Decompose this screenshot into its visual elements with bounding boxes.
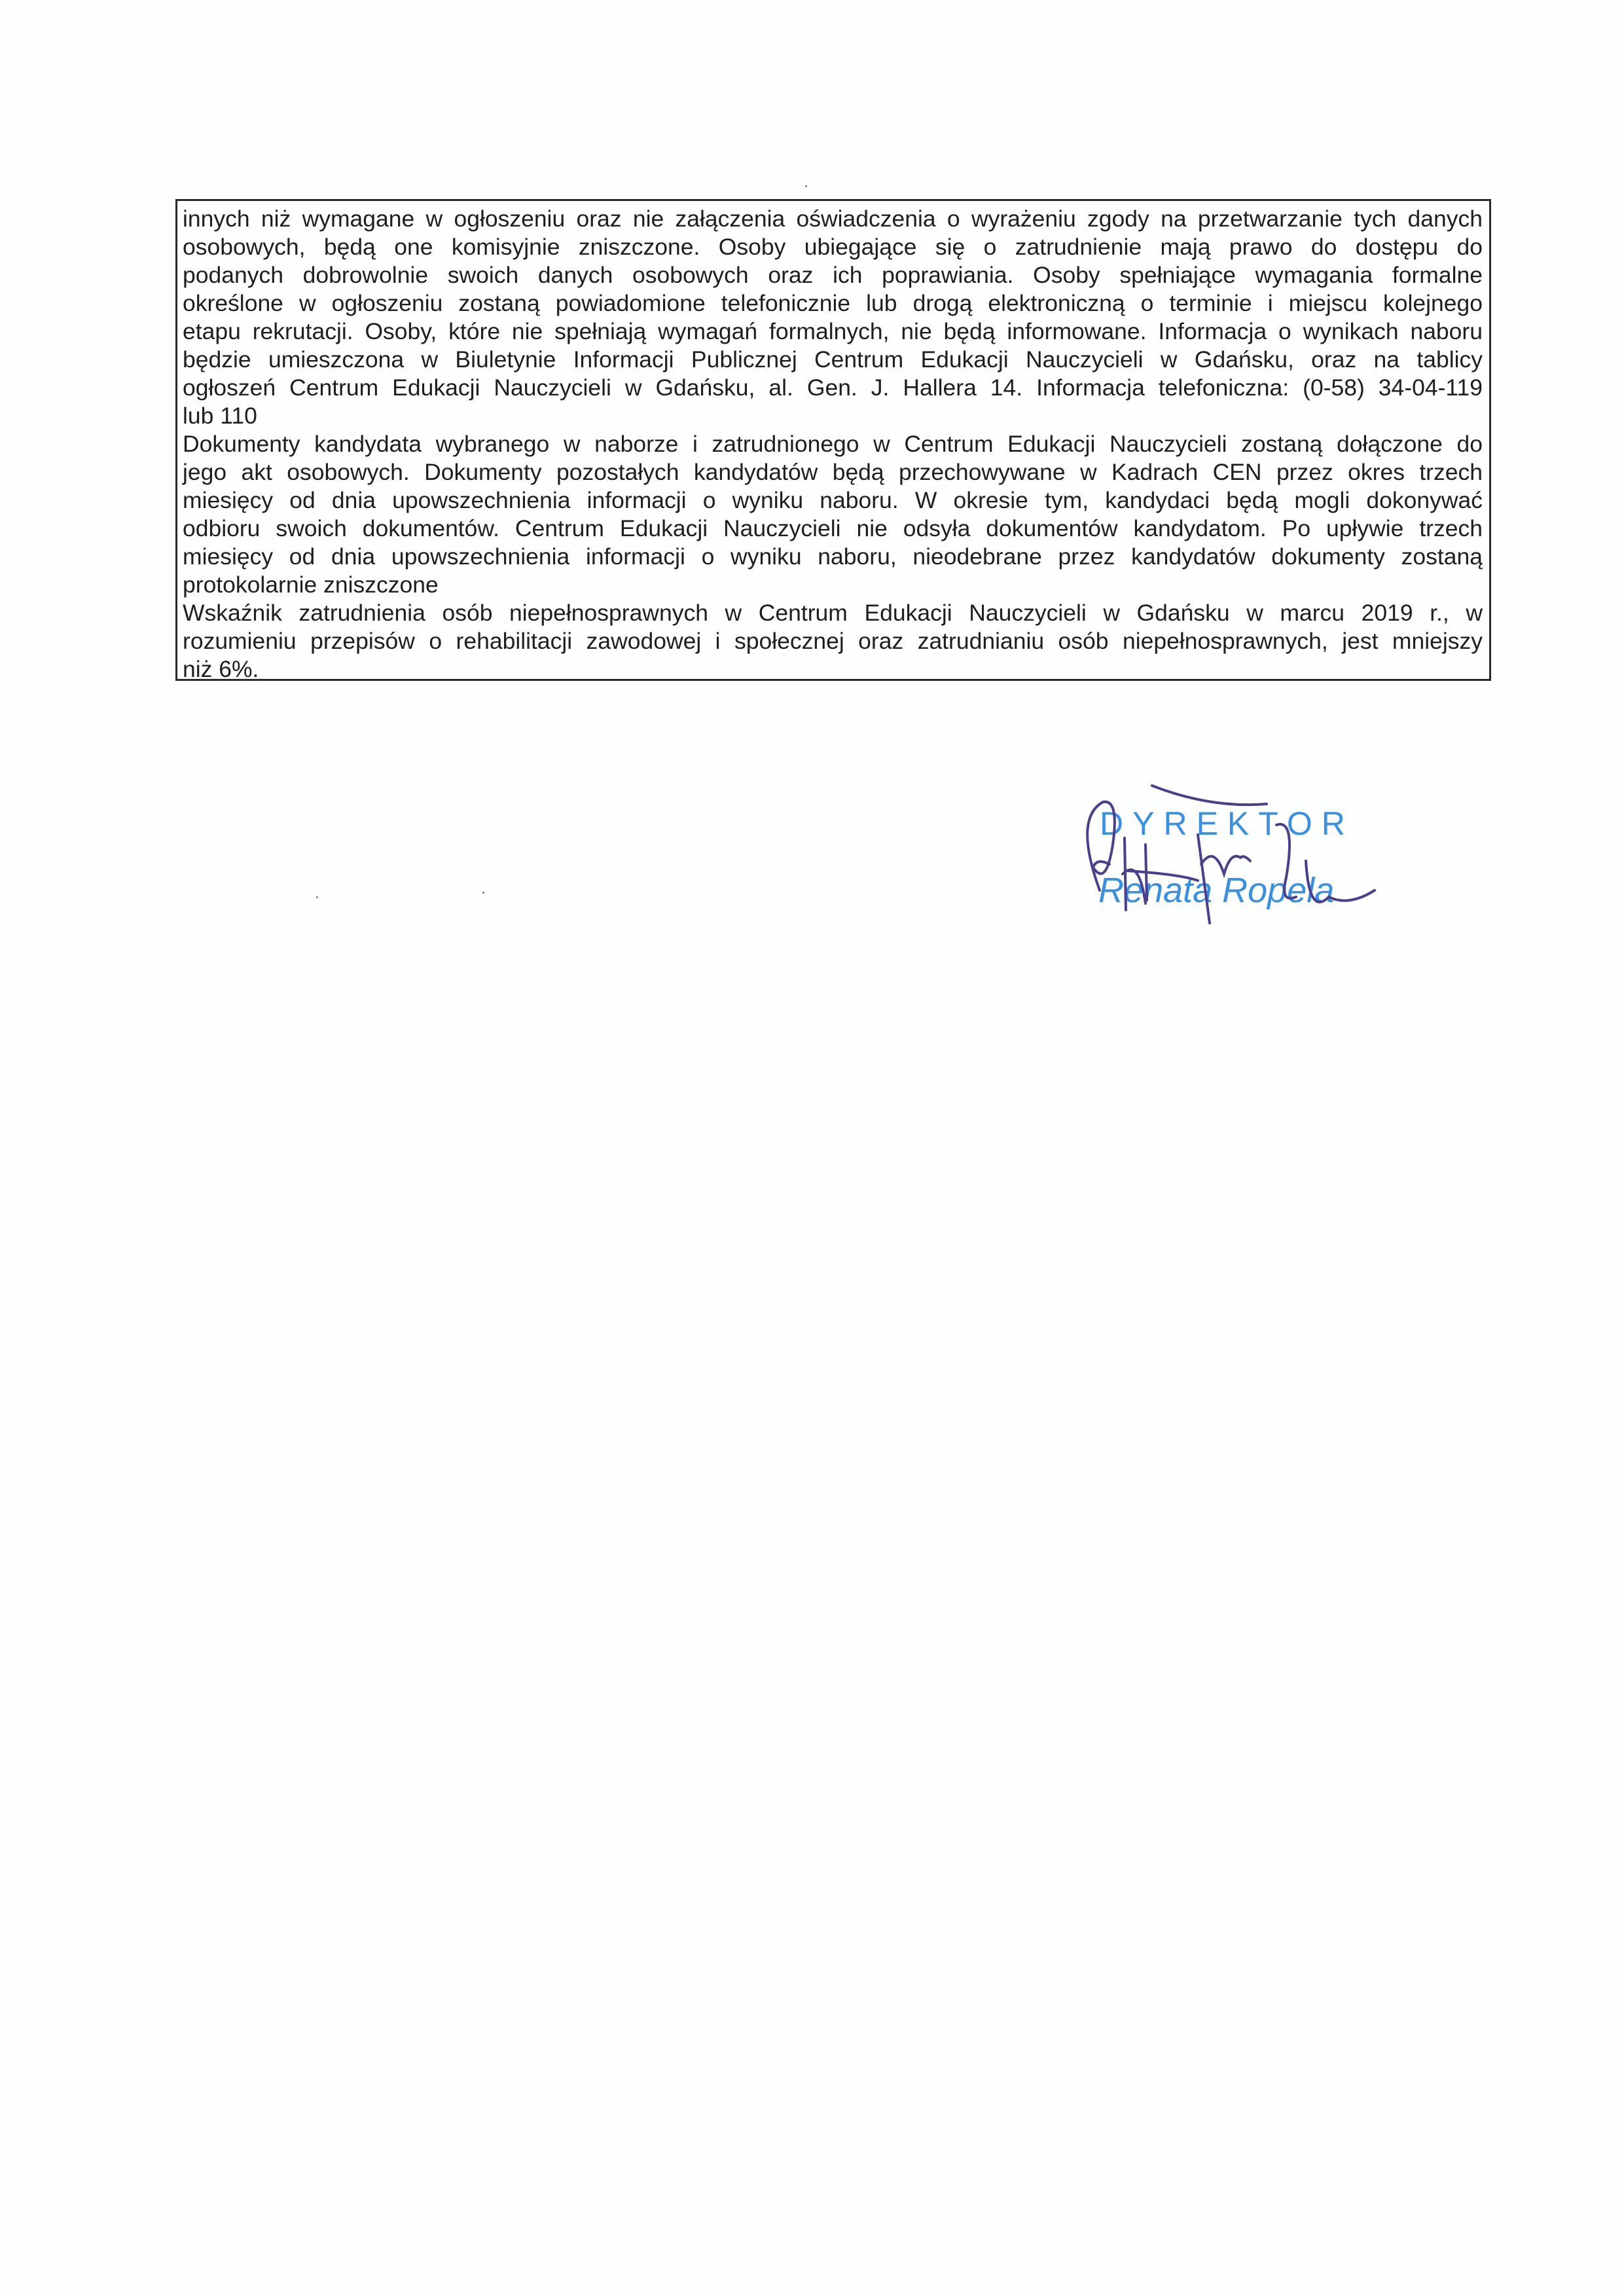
scan-speck bbox=[316, 896, 318, 898]
text-line: miesięcy od dnia upowszechnienia informacji o wyniku naboru, nieodebrane przez kandydatów dokumenty zostaną bbox=[183, 543, 1483, 570]
text-line: miesięcy od dnia upowszechnienia informacji o wyniku naboru. W okresie tym, kandydaci będą mogli dokonywać bbox=[183, 487, 1483, 513]
text-line: protokolarnie zniszczone bbox=[183, 572, 439, 598]
text-line: jego akt osobowych. Dokumenty pozostałych kandydatów będą przechowywane w Kadrach CEN przez okres trzech bbox=[183, 459, 1483, 485]
text-line: podanych dobrowolnie swoich danych osobowych oraz ich poprawiania. Osoby spełniające wymagania formalne bbox=[183, 262, 1483, 288]
paragraph-documents bbox=[183, 430, 1483, 599]
scan-speck bbox=[805, 185, 807, 187]
text-line: odbioru swoich dokumentów. Centrum Edukacji Nauczycieli nie odsyła dokumentów kandydatom. Po upływie trzech bbox=[183, 515, 1483, 541]
text-line: ogłoszeń Centrum Edukacji Nauczycieli w Gdańsku, al. Gen. J. Hallera 14. Informacja telefoniczna: (0-58) 34-04-119 bbox=[183, 374, 1483, 401]
text-line: określone w ogłoszeniu zostaną powiadomione telefonicznie lub drogą elektroniczną o terminie i miejscu kolejnego bbox=[183, 290, 1483, 316]
text-line: innych niż wymagane w ogłoszeniu oraz nie załączenia oświadczenia o wyrażeniu zgody na przetwarzanie tych danych bbox=[183, 206, 1483, 232]
text-line: lub 110 bbox=[183, 403, 257, 429]
text-line: etapu rekrutacji. Osoby, które nie spełniają wymagań formalnych, nie będą informowane. Informacja o wynikach naboru bbox=[183, 318, 1483, 344]
text-line: Dokumenty kandydata wybranego w naborze i zatrudnionego w Centrum Edukacji Nauczycieli zostaną dołączone do bbox=[183, 431, 1483, 457]
stamp-name: Renata Ropela bbox=[1098, 871, 1335, 910]
scan-speck bbox=[482, 892, 484, 894]
text-line: będzie umieszczona w Biuletynie Informacji Publicznej Centrum Edukacji Nauczycieli w Gdańsku, oraz na tablicy bbox=[183, 346, 1483, 373]
text-line: niż 6%. bbox=[183, 656, 259, 682]
text-line: Wskaźnik zatrudnienia osób niepełnosprawnych w Centrum Edukacji Nauczycieli w Gdańsku w marcu 2019 r., w bbox=[183, 600, 1483, 626]
director-stamp-signature bbox=[1047, 746, 1414, 930]
stamp-title: DYREKTOR bbox=[1100, 805, 1354, 842]
text-line: osobowych, będą one komisyjnie zniszczone. Osoby ubiegające się o zatrudnienie mają prawo do dostępu do bbox=[183, 234, 1483, 260]
paragraph-privacy bbox=[183, 205, 1483, 430]
text-box bbox=[175, 199, 1491, 681]
paragraph-employment-index bbox=[183, 599, 1483, 683]
text-line: rozumieniu przepisów o rehabilitacji zawodowej i społecznej oraz zatrudnianiu osób niepełnosprawnych, jest mniejszy bbox=[183, 628, 1483, 654]
